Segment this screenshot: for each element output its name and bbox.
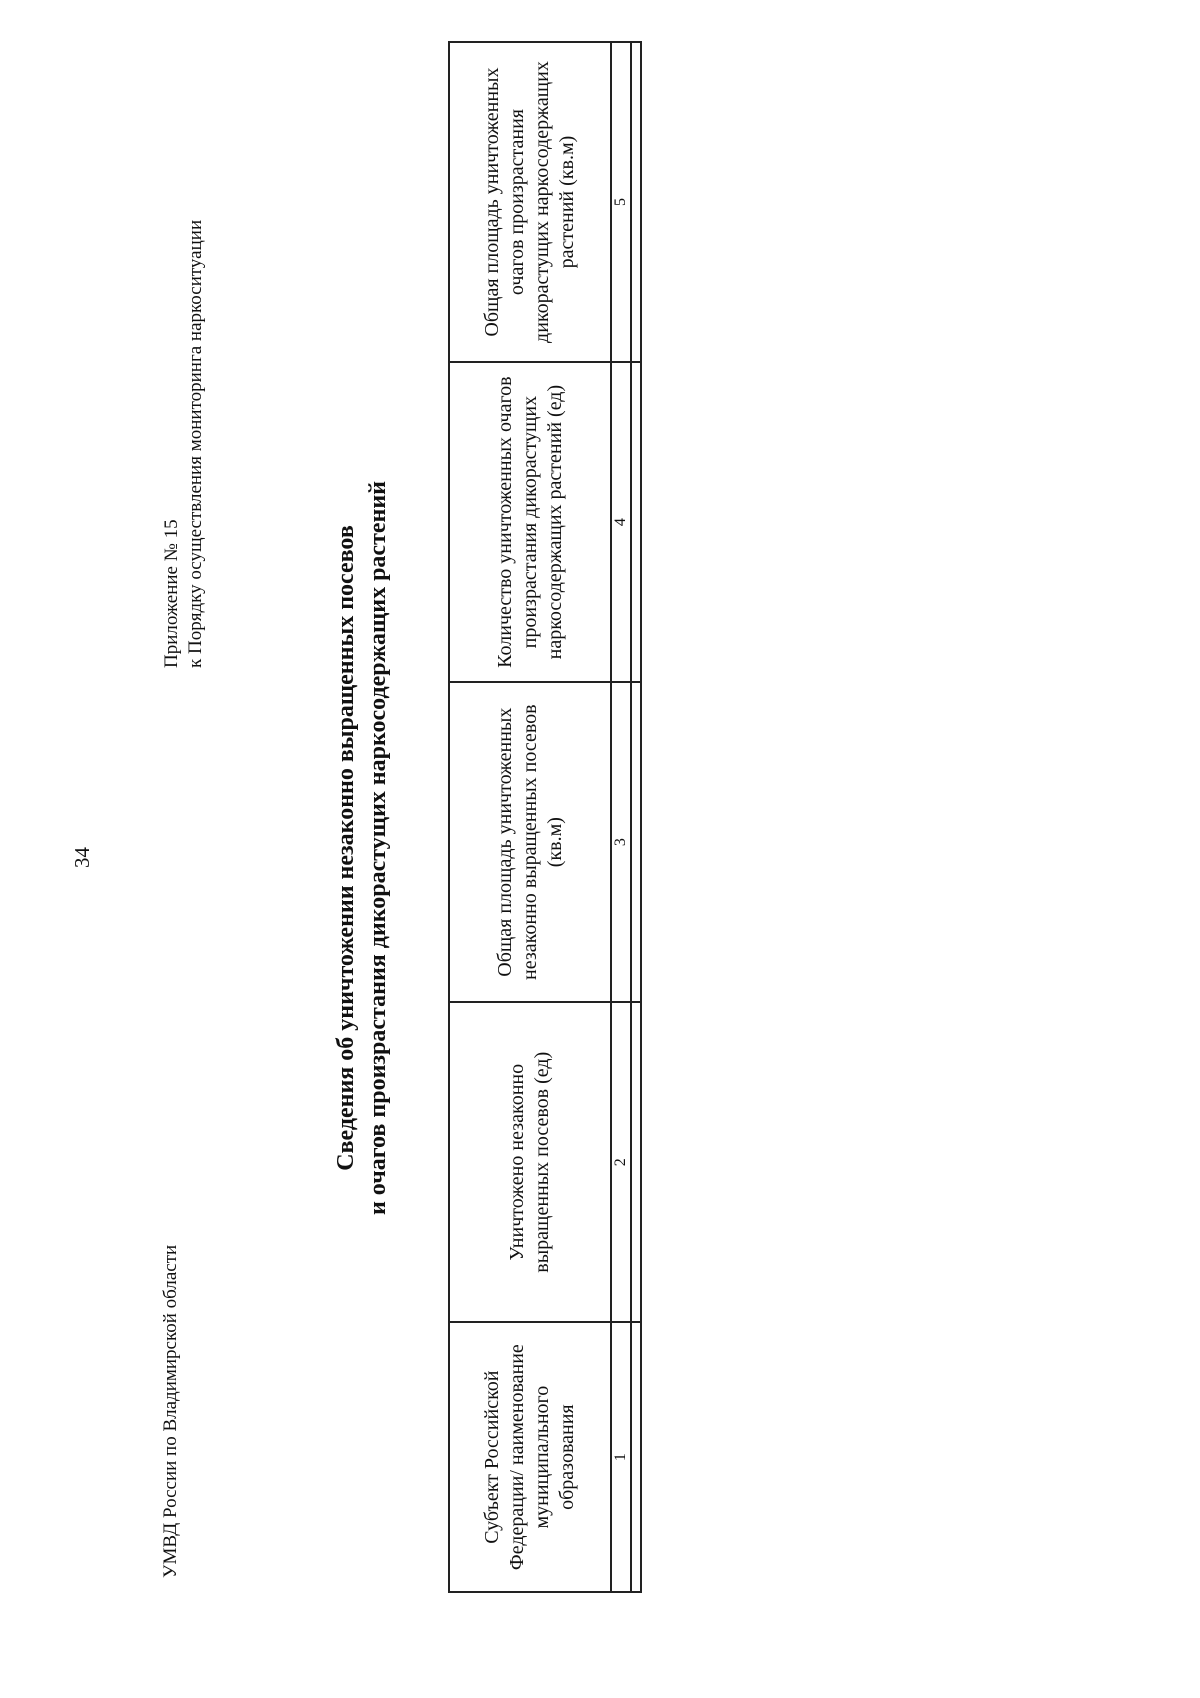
table-cell bbox=[631, 362, 641, 682]
table-cell bbox=[631, 1322, 641, 1592]
column-number-1: 1 bbox=[611, 1322, 631, 1592]
column-number-4: 4 bbox=[611, 362, 631, 682]
column-header-subject: Субъект Российской Федерации/ наименование муниципального образования bbox=[449, 1322, 611, 1592]
table-header-row bbox=[449, 42, 611, 1592]
table-row-column-numbers bbox=[611, 42, 631, 1592]
column-header-wild-foci-area: Общая площадь уничтоженных очагов произрастания дикорастущих наркосодержащих растений (кв.м) bbox=[449, 42, 611, 362]
table-cell bbox=[631, 682, 641, 1002]
report-table bbox=[448, 41, 642, 1593]
column-header-destroyed-crops-area: Общая площадь уничтоженных незаконно выращенных посевов (кв.м) bbox=[449, 682, 611, 1002]
page-number: 34 bbox=[70, 847, 94, 868]
column-header-wild-foci-count: Количество уничтоженных очагов произрастания дикорастущих наркосодержащих растений (ед) bbox=[449, 362, 611, 682]
organization-name: УМВД России по Владимирской области bbox=[160, 1244, 181, 1578]
appendix-number: Приложение № 15 bbox=[161, 519, 182, 668]
document-title bbox=[330, 198, 394, 1498]
column-number-3: 3 bbox=[611, 682, 631, 1002]
column-number-5: 5 bbox=[611, 42, 631, 362]
appendix-reference bbox=[160, 220, 208, 668]
column-number-2: 2 bbox=[611, 1002, 631, 1322]
appendix-procedure: к Порядку осуществления мониторинга наркоситуации bbox=[185, 219, 206, 668]
table-row-empty bbox=[631, 42, 641, 1592]
title-line-1: Сведения об уничтожении незаконно выращенных посевов bbox=[333, 525, 359, 1171]
column-header-destroyed-crops-count: Уничтожено незаконно выращенных посевов (ед) bbox=[449, 1002, 611, 1322]
title-line-2: и очагов произрастания дикорастущих наркосодержащих растений bbox=[365, 480, 391, 1216]
table-cell bbox=[631, 1002, 641, 1322]
table-cell bbox=[631, 42, 641, 362]
